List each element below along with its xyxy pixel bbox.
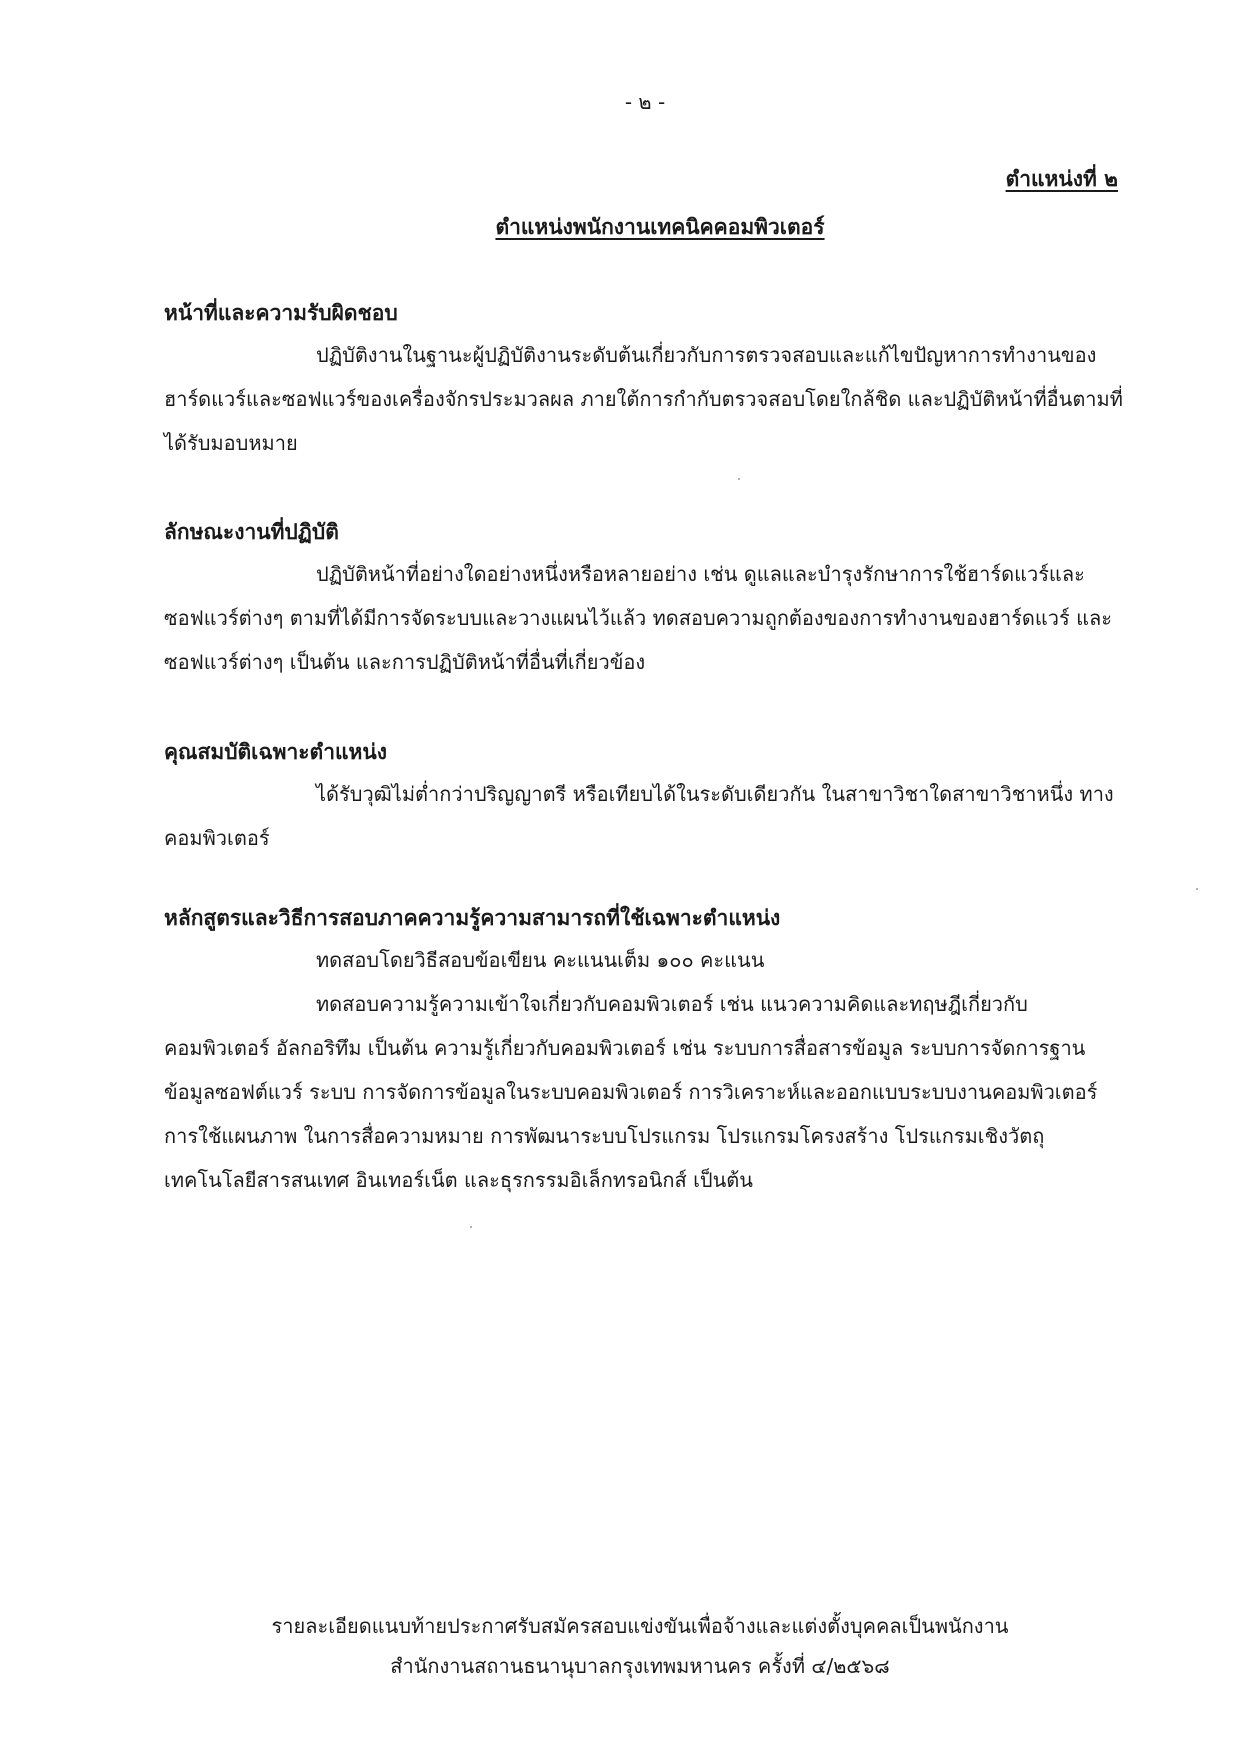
scan-speck [470,1226,472,1228]
section-heading: คุณสมบัติเฉพาะตำแหน่ง [164,740,387,764]
section-heading: หน้าที่และความรับผิดชอบ [164,301,398,325]
scan-speck [738,478,740,480]
section-paragraph: ทดสอบความรู้ความเข้าใจเกี่ยวกับคอมพิวเตอร์ เช่น แนวความคิดและทฤษฎีเกี่ยวกับคอมพิวเตอร์ อัลกอริทึม เป็นต้น ความรู้เกี่ยวกับคอมพิวเตอร์ เช่น ระบบการสื่อสารข้อมูล ระบบการจัดการฐานข้อมูลซอฟต์แวร์ ระบบ การจัดการข้อมูลในระบบคอมพิวเตอร์ การวิเคราะห์และออกแบบระบบงานคอมพิวเตอร์ การใช้แผนภาพ ในการสื่อความหมาย การพัฒนาระบบโปรแกรม โปรแกรมโครงสร้าง โปรแกรมเชิงวัตถุ เทคโนโลยีสารสนเทศ อินเทอร์เน็ต และธุรกรรมอิเล็กทรอนิกส์ เป็นต้น [164,992,1098,1192]
section-exam [164,898,1124,1202]
section-heading: ลักษณะงานที่ปฏิบัติ [164,520,339,544]
page-number: - ๒ - [624,90,666,114]
document-footer [0,1606,1240,1686]
section-paragraph: ทดสอบโดยวิธีสอบข้อเขียน คะแนนเต็ม ๑๐๐ คะแนน [316,948,765,972]
document-title: ตำแหน่งพนักงานเทคนิคคอมพิวเตอร์ [495,215,825,239]
section-paragraph: ปฏิบัติหน้าที่อย่างใดอย่างหนึ่งหรือหลายอย่าง เช่น ดูแลและบำรุงรักษาการใช้ฮาร์ดแวร์และซอฟแวร์ต่างๆ ตามที่ได้มีการจัดระบบและวางแผนไว้แล้ว ทดสอบความถูกต้องของการทำงานของฮาร์ดแวร์ และซอฟแวร์ต่างๆ เป็นต้น และการปฏิบัติหน้าที่อื่นที่เกี่ยวข้อง [164,562,1113,674]
section-paragraph: ได้รับวุฒิไม่ต่ำกว่าปริญญาตรี หรือเทียบได้ในระดับเดียวกัน ในสาขาวิชาใดสาขาวิชาหนึ่ง ทางคอมพิวเตอร์ [164,782,1114,850]
section-duties [164,293,1124,465]
scan-speck [1196,888,1198,890]
section-job-nature [164,512,1124,684]
section-heading: หลักสูตรและวิธีการสอบภาคความรู้ความสามารถที่ใช้เฉพาะตำแหน่ง [164,906,781,930]
footer-line: รายละเอียดแนบท้ายประกาศรับสมัครสอบแข่งขันเพื่อจ้างและแต่งตั้งบุคคลเป็นพนักงาน [271,1614,1009,1638]
section-qualifications [164,732,1124,860]
position-number: ตำแหน่งที่ ๒ [1005,167,1118,191]
section-paragraph: ปฏิบัติงานในฐานะผู้ปฏิบัติงานระดับต้นเกี่ยวกับการตรวจสอบและแก้ไขปัญหาการทำงานของฮาร์ดแวร์และซอฟแวร์ของเครื่องจักรประมวลผล ภายใต้การกำกับตรวจสอบโดยใกล้ชิด และปฏิบัติหน้าที่อื่นตามที่ได้รับมอบหมาย [164,343,1123,455]
footer-line: สำนักงานสถานธนานุบาลกรุงเทพมหานคร ครั้งที่ ๔/๒๕๖๘ [390,1654,890,1678]
